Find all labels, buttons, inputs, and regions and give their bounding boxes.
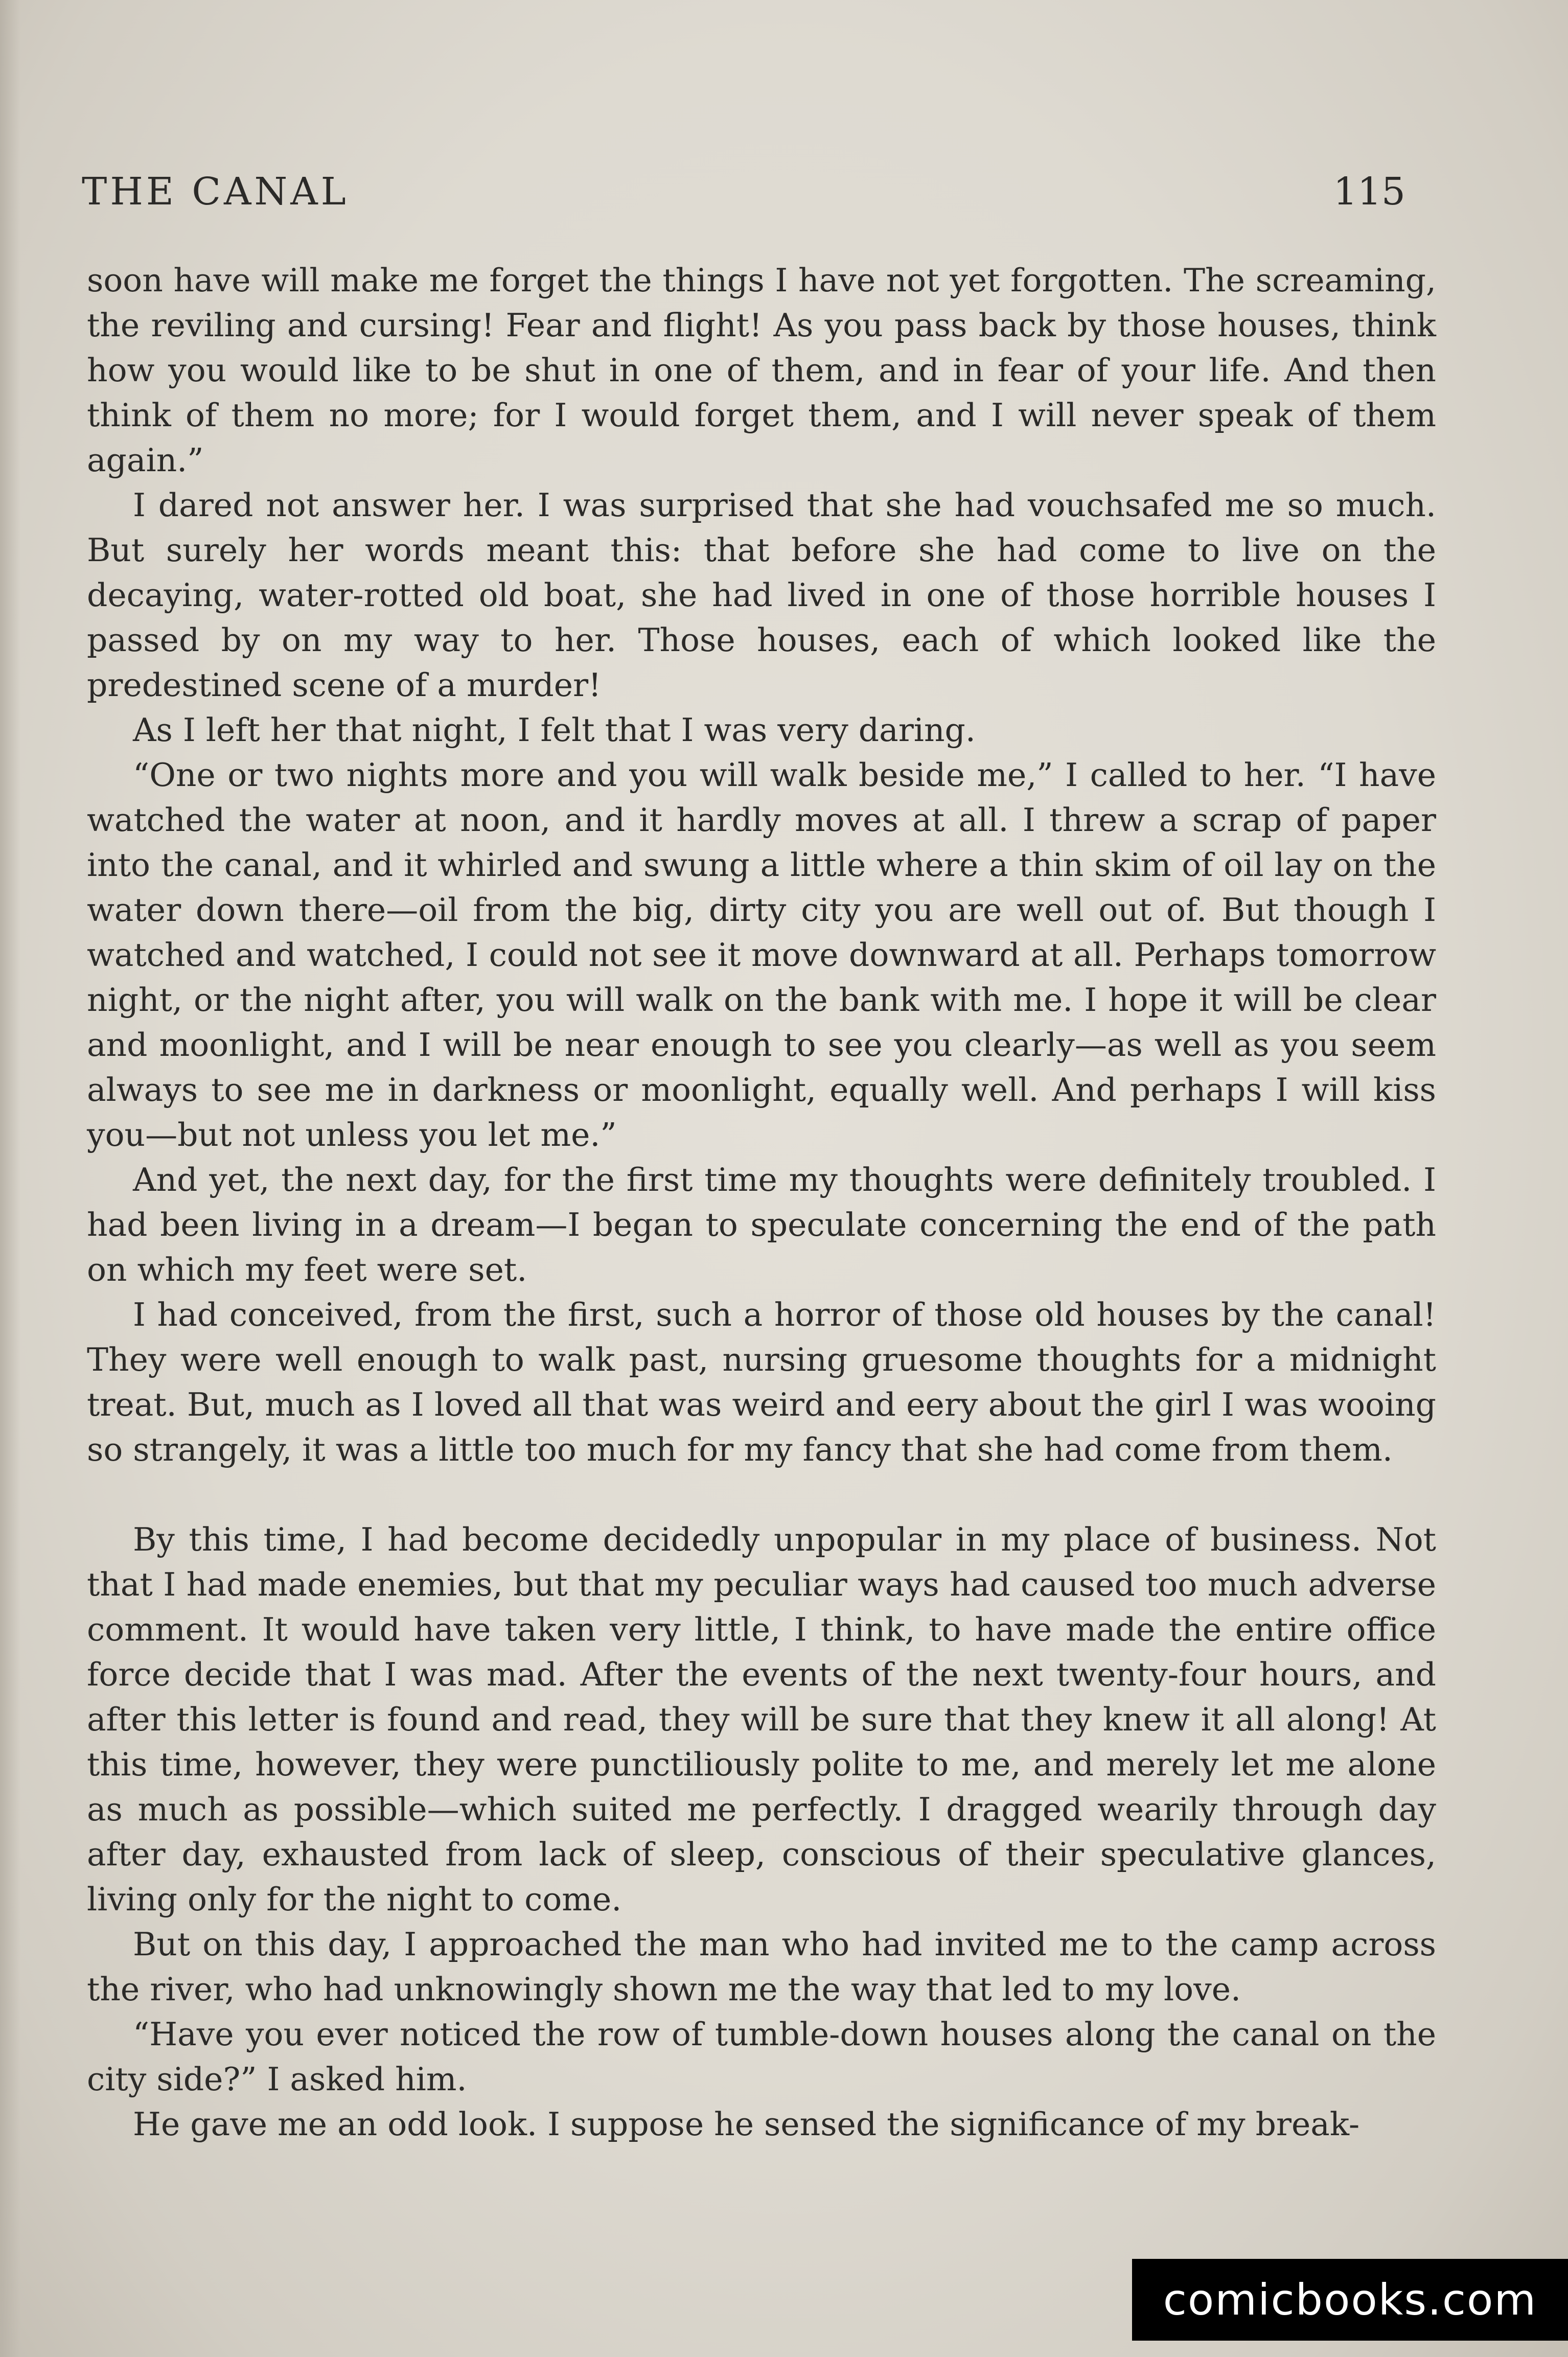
paragraph: I had conceived, from the first, such a horror of those old houses by the canal! They were well enough to walk past, nursing gruesome thoughts for a midnight treat. But, much as I loved all that was weird and eery about the girl I was wooing so strangely, it was a little too much for my fancy that she had come from them.: [87, 1296, 1436, 1468]
page-number: 115: [1333, 170, 1405, 214]
paragraph: But on this day, I approached the man who had invited me to the camp across the river, who had unknowingly shown me the way that led to my love.: [87, 1926, 1436, 2008]
paragraph: By this time, I had become decidedly unpopular in my place of business. Not that I had made enemies, but that my peculiar ways had caused too much adverse comment. It would have taken very little, I think, to have made the entire office force decide that I was mad. After the events of the next twenty-four hours, and after this letter is found and read, they will be sure that they knew it all along! At this time, however, they were punctiliously polite to me, and merely let me alone as much as possible—which suited me perfectly. I dragged wearily through day after day, exhausted from lack of sleep, conscious of their speculative glances, living only for the night to come.: [87, 1521, 1436, 1918]
page-edge-shadow: [0, 0, 20, 2357]
paragraph: And yet, the next day, for the first time my thoughts were definitely troubled. I had been living in a dream—I began to speculate concerning the end of the path on which my feet were set.: [87, 1161, 1436, 1288]
paragraph: As I left her that night, I felt that I was very daring.: [133, 711, 976, 749]
running-title: THE CANAL: [82, 170, 349, 214]
body-text: [87, 258, 1436, 2147]
paragraph: “One or two nights more and you will walk beside me,” I called to her. “I have watched the water at noon, and it hardly moves at all. I threw a scrap of paper into the canal, and it whirled and swung a little where a thin skim of oil lay on the water down there—oil from the big, dirty city you are well out of. But though I watched and watched, I could not see it move downward at all. Perhaps tomorrow night, or the night after, you will walk on the bank with me. I hope it will be clear and moonlight, and I will be near enough to see you clearly—as well as you seem always to see me in darkness or moonlight, equally well. And perhaps I will kiss you—but not unless you let me.”: [87, 756, 1436, 1153]
watermark-label: comicbooks.com: [1132, 2259, 1568, 2341]
running-head: [82, 164, 1421, 220]
paragraph: I dared not answer her. I was surprised that she had vouchsafed me so much. But surely her words meant this: that before she had come to live on the decaying, water-rotted old boat, she had lived in one of those horrible houses I passed by on my way to her. Those houses, each of which looked like the predestined scene of a murder!: [87, 487, 1436, 704]
paragraph: soon have will make me forget the things I have not yet forgotten. The screaming, the reviling and cursing! Fear and flight! As you pass back by those houses, think how you would like to be shut in one of them, and in fear of your life. And then think of them no more; for I would forget them, and I will never speak of them again.”: [87, 262, 1436, 479]
paragraph: He gave me an odd look. I suppose he sensed the significance of my break-: [133, 2106, 1360, 2143]
paragraph: “Have you ever noticed the row of tumble-down houses along the canal on the city side?” I asked him.: [87, 2016, 1436, 2098]
